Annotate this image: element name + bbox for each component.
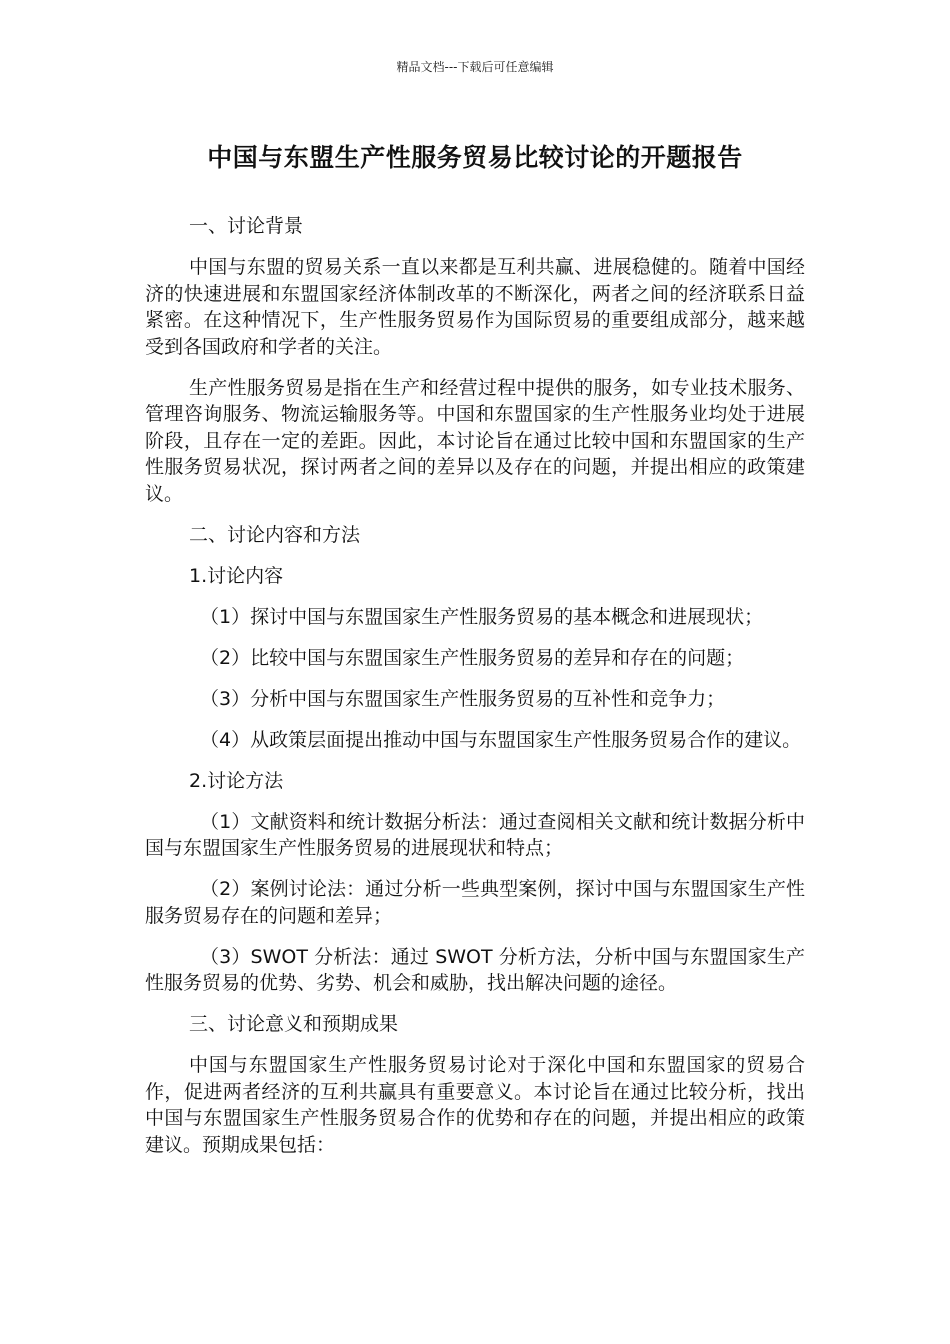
list-item-method-3: （3）SWOT 分析法：通过 SWOT 分析方法，分析中国与东盟国家生产性服务贸易的优势、劣势、机会和威胁，找出解决问题的途径。: [145, 945, 805, 994]
subheading-research-content: 1.讨论内容: [189, 564, 284, 587]
list-item-method-2: （2）案例讨论法：通过分析一些典型案例，探讨中国与东盟国家生产性服务贸易存在的问题和差异；: [145, 878, 805, 927]
list-item-content-4: （4）从政策层面提出推动中国与东盟国家生产性服务贸易合作的建议。: [200, 728, 802, 751]
paragraph-background-1: 中国与东盟的贸易关系一直以来都是互利共赢、进展稳健的。随着中国经济的快速进展和东盟国家经济体制改革的不断深化，两者之间的经济联系日益紧密。在这种情况下，生产性服务贸易作为国际贸易的重要组成部分，越来越受到各国政府和学者的关注。: [145, 256, 805, 358]
document-body: [145, 213, 805, 1173]
page-header: 精品文档---下载后可任意编辑: [396, 60, 554, 74]
list-item-content-1: （1）探讨中国与东盟国家生产性服务贸易的基本概念和进展现状；: [200, 605, 764, 628]
paragraph-significance: 中国与东盟国家生产性服务贸易讨论对于深化中国和东盟国家的贸易合作，促进两者经济的互利共赢具有重要意义。本讨论旨在通过比较分析，找出中国与东盟国家生产性服务贸易合作的优势和存在的问题，并提出相应的政策建议。预期成果包括：: [145, 1054, 805, 1156]
list-item-method-1: （1）文献资料和统计数据分析法：通过查阅相关文献和统计数据分析中国与东盟国家生产性服务贸易的进展现状和特点；: [145, 810, 805, 859]
subheading-research-method: 2.讨论方法: [189, 769, 284, 792]
paragraph-background-2: 生产性服务贸易是指在生产和经营过程中提供的服务，如专业技术服务、管理咨询服务、物流运输服务等。中国和东盟国家的生产性服务业均处于进展阶段，且存在一定的差距。因此，本讨论旨在通过比较中国和东盟国家的生产性服务贸易状况，探讨两者之间的差异以及存在的问题，并提出相应的政策建议。: [145, 376, 805, 505]
list-item-content-2: （2）比较中国与东盟国家生产性服务贸易的差异和存在的问题；: [200, 646, 745, 669]
document-title: 中国与东盟生产性服务贸易比较讨论的开题报告: [207, 143, 743, 172]
list-item-content-3: （3）分析中国与东盟国家生产性服务贸易的互补性和竞争力；: [200, 687, 726, 710]
section-heading-significance: 三、讨论意义和预期成果: [189, 1013, 399, 1035]
section-heading-background: 一、讨论背景: [189, 215, 304, 237]
section-heading-content-method: 二、讨论内容和方法: [189, 523, 361, 546]
